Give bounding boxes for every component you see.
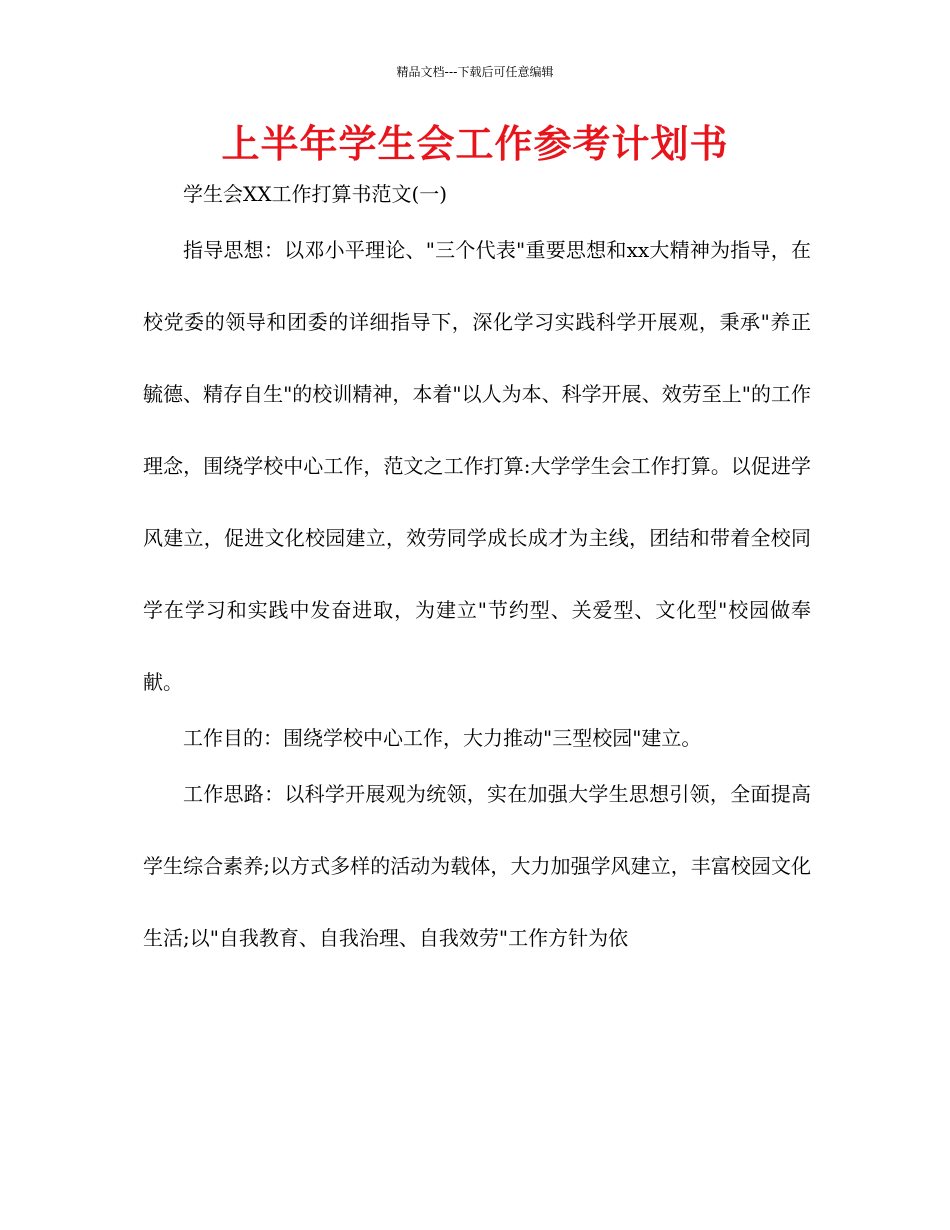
document-body (143, 172, 811, 974)
paragraph-guiding-ideology: 指导思想：以邓小平理论、"三个代表"重要思想和xx大精神为指导，在校党委的领导和团委的详细指导下，深化学习实践科学开展观，秉承"养正毓德、精存自生"的校训精神，本着"以人为本、科学开展、效劳至上"的工作理念，围绕学校中心工作，范文之工作打算:大学学生会工作打算。以促进学风建立，促进文化校园建立，效劳同学成长成才为主线，团结和带着全校同学在学习和实践中发奋进取，为建立"节约型、关爱型、文化型"校园做奉献。 (143, 238, 811, 694)
document-title: 上半年学生会工作参考计划书 (221, 122, 729, 166)
page-header: 精品文档---下载后可任意编辑 (396, 65, 554, 79)
paragraph-work-goal: 工作目的：围绕学校中心工作，大力推动"三型校园"建立。 (183, 726, 702, 750)
paragraph-work-approach: 工作思路：以科学开展观为统领，实在加强大学生思想引领，全面提高学生综合素养;以方式多样的活动为载体，大力加强学风建立，丰富校园文化生活;以"自我教育、自我治理、自我效劳"工作方针为依 (143, 782, 811, 950)
paragraph-subtitle: 学生会XX工作打算书范文(一) (183, 182, 448, 206)
